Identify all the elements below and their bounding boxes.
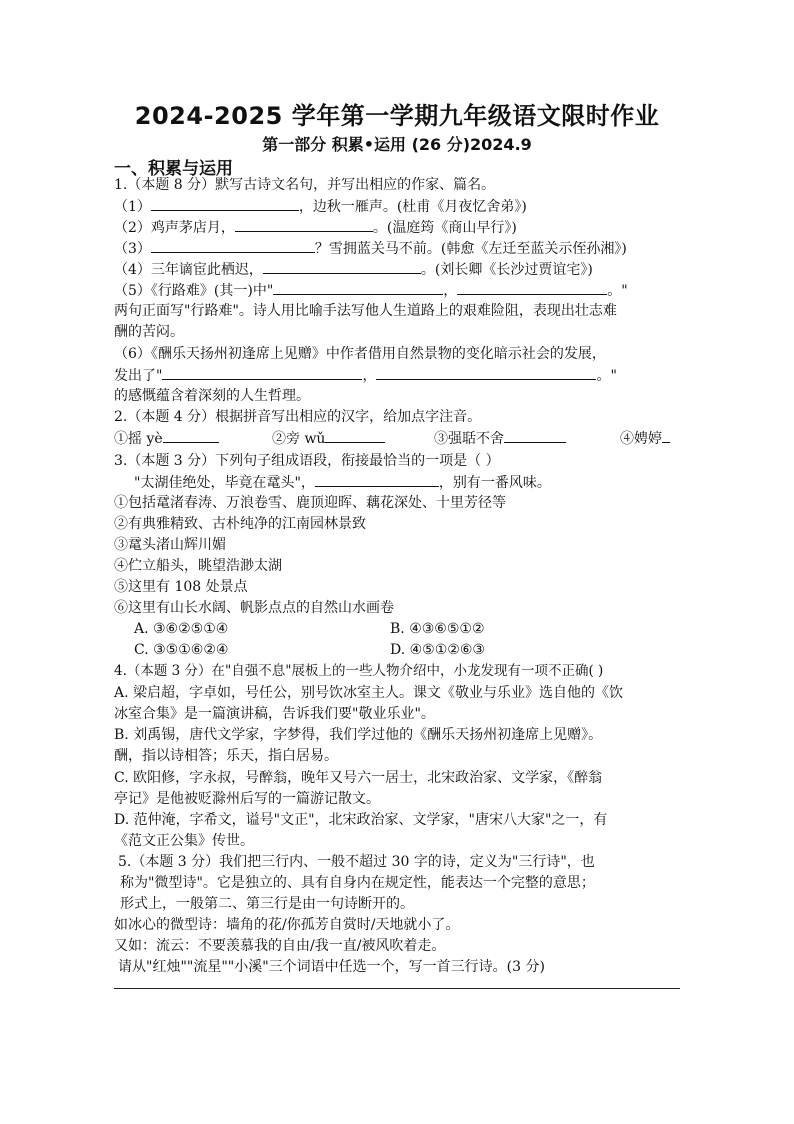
q2-item-2 — [272, 428, 385, 449]
q5-line-3: 形式上，一般第二、第三行是由一句诗断开的。 — [120, 896, 414, 912]
q2-item-3-label: ③强聒不舍 — [434, 431, 504, 447]
q1-4-answer-blank[interactable] — [263, 259, 421, 274]
q4-option-b-line-1[interactable]: B. 刘禹锡，唐代文学家，字梦得，我们学过他的《酬乐天扬州初逢席上见赠》。 — [114, 727, 603, 743]
q1-6-answer-blank-b[interactable] — [376, 365, 596, 380]
q3-quote-blank[interactable] — [315, 472, 439, 487]
q1-item-6 — [114, 365, 617, 386]
q1-item-2 — [114, 217, 517, 238]
q3-sentence-3: ③鼋头渚山辉川媚 — [114, 537, 226, 553]
q1-stem: 1.（本题 8 分）默写古诗文名句，并写出相应的作家、篇名。 — [114, 177, 496, 193]
q4-option-d-line-1[interactable]: D. 范仲淹，字希文，谥号"文正"，北宋政治家、文学家，"唐宋八大家"之一，有 — [114, 812, 608, 828]
q1-item-5 — [114, 280, 628, 301]
q1-4-suffix: 。(刘长卿《长沙过贾谊宅》) — [420, 262, 593, 278]
q4-option-c-line-1[interactable]: C. 欧阳修，字永叔，号醉翁，晚年又号六一居士，北宋政治家、文学家，《醉翁 — [114, 770, 603, 786]
q1-6-line-1: （6）《酬乐天扬州初逢席上见赠》中作者借用自然景物的变化暗示社会的发展， — [114, 346, 606, 362]
q5-prompt: 请从"红烛""流星""小溪"三个词语中任选一个，写一首三行诗。(3 分) — [118, 959, 545, 975]
q2-1-answer-blank[interactable] — [163, 428, 219, 443]
q4-option-a-line-2: 冰室合集》是一篇演讲稿，告诉我们要"敬业乐业"。 — [114, 706, 435, 722]
q1-3-prefix: （3） — [114, 241, 151, 257]
q1-1-answer-blank[interactable] — [151, 196, 299, 211]
q1-6-answer-blank-a[interactable] — [162, 365, 362, 380]
q2-item-4-label: ④娉婷 — [620, 431, 662, 447]
q4-option-b-line-2: 酬，指以诗相答；乐天，指白居易。 — [114, 748, 338, 764]
section-heading: 一、积累与运用 — [114, 159, 233, 179]
q2-item-3 — [434, 428, 566, 449]
q1-3-answer-blank[interactable] — [151, 238, 315, 253]
q3-quote — [134, 472, 551, 493]
q1-6-line-3: 的感慨蕴含着深刻的人生哲理。 — [114, 388, 310, 404]
q3-stem: 3.（本题 3 分）下列句子组成语段，衔接最恰当的一项是（ ） — [114, 453, 500, 469]
q2-item-4 — [620, 428, 670, 449]
q1-6-suffix: 。" — [596, 368, 617, 384]
q3-option-a[interactable]: A. ③⑥②⑤①④ — [134, 621, 229, 637]
q4-stem: 4.（本题 3 分）在"自强不息"展板上的一些人物介绍中，小龙发现有一项不正确( ) — [114, 663, 604, 679]
q1-2-answer-blank[interactable] — [235, 217, 373, 232]
q5-line-1: 5.（本题 3 分）我们把三行内、一般不超过 30 字的诗，定义为"三行诗"，也 — [118, 854, 595, 870]
q1-5-line-2: 两句正面写"行路难"。诗人用比喻手法写他人生道路上的艰难险阻，表现出壮志难 — [114, 303, 617, 319]
q1-6-comma: ， — [362, 368, 377, 384]
q1-item-3 — [114, 238, 627, 259]
answer-line[interactable] — [114, 988, 680, 989]
q1-5-prefix: （5）《行路难》(其一)中" — [114, 283, 274, 299]
q2-4-answer-blank[interactable] — [662, 428, 670, 443]
q1-4-prefix: （4）三年谪宦此栖迟， — [114, 262, 263, 278]
q1-item-1 — [114, 196, 527, 217]
q1-5-suffix: 。" — [607, 283, 628, 299]
q4-option-c-line-2: 亭记》是他被贬滁州后写的一篇游记散文。 — [114, 791, 380, 807]
q2-item-2-label: ②旁 wǔ — [272, 431, 326, 447]
q3-sentence-1: ①包括鼋渚春涛、万浪卷雪、鹿顶迎晖、藕花深处、十里芳径等 — [114, 495, 506, 511]
q1-2-suffix: 。(温庭筠《商山早行》) — [372, 220, 517, 236]
q5-example-1: 如冰心的微型诗：墙角的花/你孤芳自赏时/天地就小了。 — [114, 917, 460, 933]
q1-2-prefix: （2）鸡声茅店月， — [114, 220, 235, 236]
q2-item-1 — [114, 428, 219, 449]
q1-1-prefix: （1） — [114, 199, 151, 215]
q1-5-answer-blank-b[interactable] — [457, 280, 607, 295]
q1-5-comma: ， — [443, 283, 458, 299]
page-title: 2024-2025 学年第一学期九年级语文限时作业 — [134, 102, 660, 130]
q2-3-answer-blank[interactable] — [504, 428, 566, 443]
q5-line-2: 称为"微型诗"。它是独立的、具有自身内在规定性，能表达一个完整的意思； — [120, 875, 595, 891]
q3-sentence-5: ⑤这里有 108 处景点 — [114, 579, 248, 595]
q1-5-line-3: 酬的苦闷。 — [114, 324, 184, 340]
q1-1-suffix: ，边秋一雁声。(杜甫《月夜忆舍弟》) — [298, 199, 527, 215]
q2-item-1-label: ①摇 yè — [114, 431, 163, 447]
q1-item-4 — [114, 259, 593, 280]
q1-5-answer-blank-a[interactable] — [273, 280, 443, 295]
q3-sentence-4: ④伫立船头，眺望浩渺太湖 — [114, 558, 282, 574]
q3-sentence-6: ⑥这里有山长水阔、帆影点点的自然山水画卷 — [114, 600, 394, 616]
q1-6-prefix: 发出了" — [114, 368, 163, 384]
q3-quote-suffix: ，别有一番风味。 — [438, 475, 551, 491]
q3-option-b[interactable]: B. ④③⑥⑤①② — [390, 621, 485, 637]
q1-3-suffix: ？雪拥蓝关马不前。(韩愈《左迁至蓝关示侄孙湘》) — [314, 241, 627, 257]
q3-option-d[interactable]: D. ④⑤①②⑥③ — [390, 642, 485, 658]
q4-option-a-line-1[interactable]: A. 梁启超，字卓如，号任公，别号饮冰室主人。课文《敬业与乐业》选自他的《饮 — [114, 685, 624, 701]
q3-option-c[interactable]: C. ③⑤①⑥②④ — [134, 642, 229, 658]
q2-stem: 2.（本题 4 分）根据拼音写出相应的汉字，给加点字注音。 — [114, 409, 482, 425]
q3-sentence-2: ②有典雅精致、古朴纯净的江南园林景致 — [114, 516, 366, 532]
page-subtitle: 第一部分 积累•运用 (26 分)2024.9 — [262, 135, 532, 154]
q3-quote-prefix: "太湖佳绝处，毕竟在鼋头"， — [134, 475, 315, 491]
q5-example-2: 又如：流云：不要羡慕我的自由/我一直/被风吹着走。 — [114, 938, 446, 954]
q4-option-d-line-2: 《范文正公集》传世。 — [114, 833, 254, 849]
q2-2-answer-blank[interactable] — [325, 428, 385, 443]
